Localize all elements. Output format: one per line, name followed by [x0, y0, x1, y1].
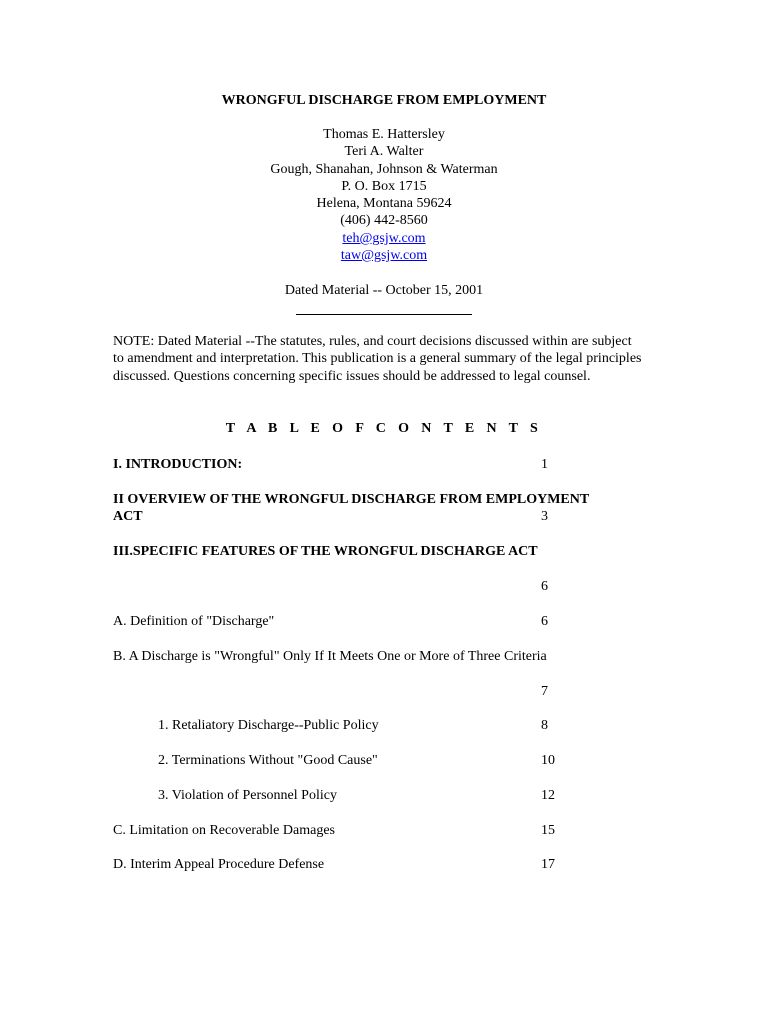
toc-entry-label: I. INTRODUCTION:: [113, 457, 243, 472]
toc-entry-page: 10: [541, 753, 555, 768]
law-firm-name: Gough, Shanahan, Johnson & Waterman: [270, 162, 498, 177]
toc-entry-page: 17: [541, 857, 555, 872]
email-link-2[interactable]: taw@gsjw.com: [340, 248, 428, 263]
toc-entry-label: A. Definition of "Discharge": [113, 614, 275, 629]
city-state-zip: Helena, Montana 59624: [316, 196, 452, 211]
horizontal-rule: [296, 314, 472, 315]
phone-number: (406) 442-8560: [340, 213, 428, 228]
toc-entry-label: B. A Discharge is "Wrongful" Only If It Meets One or More of Three Criteria: [113, 649, 547, 664]
toc-entry-page: 8: [541, 718, 548, 733]
toc-entry-page: 7: [541, 684, 548, 699]
toc-entry-page: 3: [541, 509, 548, 524]
toc-entry-label: D. Interim Appeal Procedure Defense: [113, 857, 325, 872]
toc-entry-page: 6: [541, 614, 548, 629]
email-link-container-1: [0, 230, 768, 247]
toc-entry-page: 15: [541, 823, 555, 838]
toc-entry-page: 1: [541, 457, 548, 472]
toc-entry-label: III.SPECIFIC FEATURES OF THE WRONGFUL DISCHARGE ACT: [113, 544, 538, 559]
author-1: Thomas E. Hattersley: [323, 127, 445, 142]
email-link-1[interactable]: teh@gsjw.com: [342, 231, 426, 246]
toc-entry-label-continued: ACT: [113, 509, 143, 524]
author-2: Teri A. Walter: [344, 144, 424, 159]
toc-entry-page: 6: [541, 579, 548, 594]
email-link-container-2: [0, 247, 768, 264]
toc-entry-page: 12: [541, 788, 555, 803]
note-paragraph: NOTE: Dated Material --The statutes, rules, and court decisions discussed within are subject to amendment and interpretation. This publication is a general summary of the legal principles discussed. Questions concerning specific issues should be addressed to legal counsel.: [113, 334, 642, 384]
toc-heading: T A B L E O F C O N T E N T S: [225, 421, 543, 436]
toc-subentry-label: 3. Violation of Personnel Policy: [158, 788, 337, 803]
dated-material-line: Dated Material -- October 15, 2001: [284, 283, 484, 298]
document-title: WRONGFUL DISCHARGE FROM EMPLOYMENT: [221, 93, 547, 108]
toc-entry-label: II OVERVIEW OF THE WRONGFUL DISCHARGE FROM EMPLOYMENT: [113, 492, 590, 507]
toc-subentry-label: 2. Terminations Without "Good Cause": [158, 753, 378, 768]
po-box: P. O. Box 1715: [341, 179, 427, 194]
toc-subentry-label: 1. Retaliatory Discharge--Public Policy: [158, 718, 379, 733]
toc-entry-label: C. Limitation on Recoverable Damages: [113, 823, 335, 838]
